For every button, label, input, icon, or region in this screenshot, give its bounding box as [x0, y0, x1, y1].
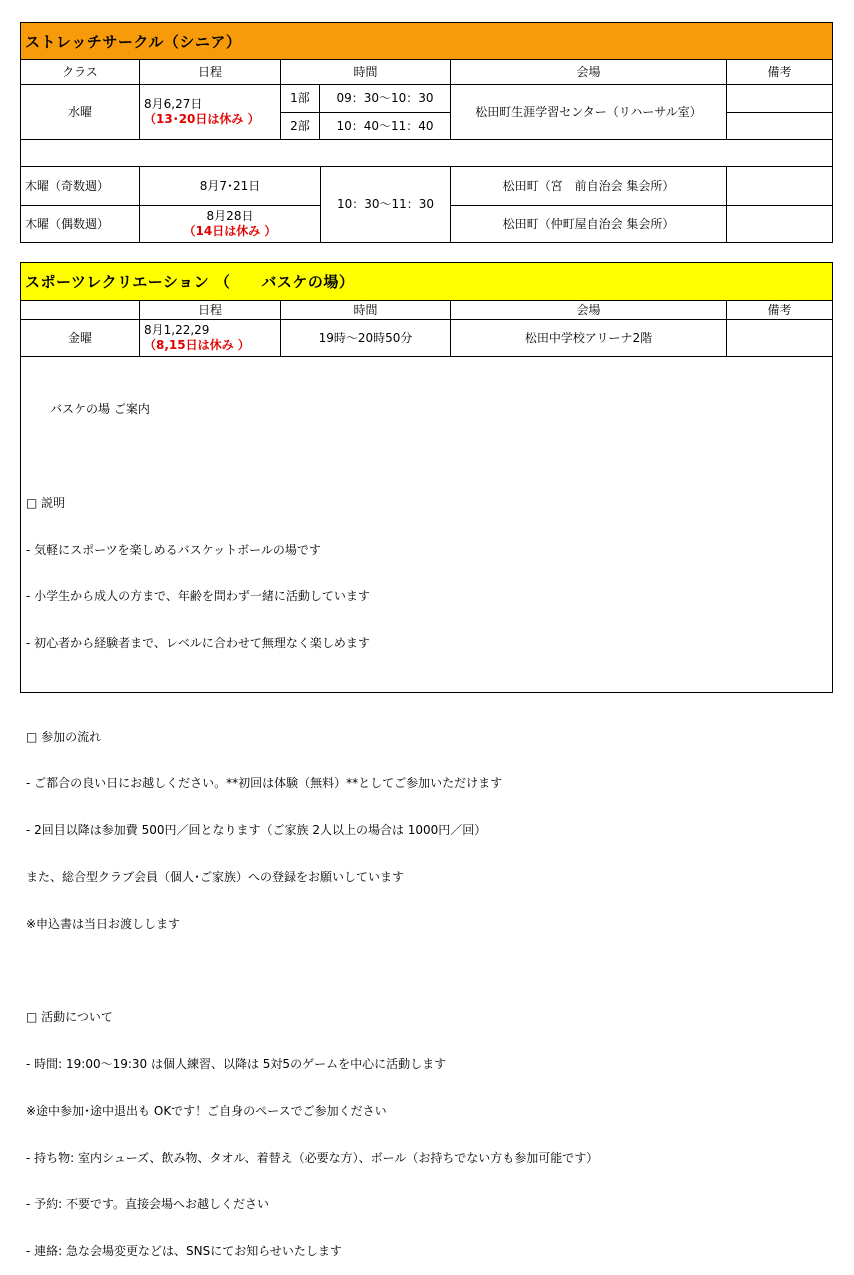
info-line: - 持ち物: 室内シューズ、飲み物、タオル、着替え（必要な方）、ボール（お持ちでない方も参加可能です）: [26, 1150, 599, 1165]
info-line: ※途中参加･途中退出も OKです！ご自身のペースでご参加ください: [26, 1103, 387, 1118]
header-class: クラス: [20, 59, 140, 85]
info-line: バスケの場 ご案内: [26, 402, 150, 417]
wed-part1: 1部: [280, 84, 320, 113]
wed-closed-note: （13･20日は休み ）: [144, 112, 260, 126]
thu-even-closed-note: （14日は休み ）: [183, 224, 277, 238]
sports-header-date: 日程: [139, 300, 281, 320]
info-line: [26, 964, 832, 980]
header-date: 日程: [139, 59, 281, 85]
sports-banner: スポーツレクリエーション （ バスケの場）: [20, 262, 833, 301]
thu-time: 10：30～11：30: [320, 166, 451, 243]
wed-part2: 2部: [280, 112, 320, 140]
header-venue: 会場: [450, 59, 727, 85]
info-line: [26, 683, 832, 699]
info-line: □ 参加の流れ: [26, 729, 102, 744]
info-line: - 予約: 不要です。直接会場へお越しください: [26, 1197, 270, 1212]
sports-header-notes: 備考: [726, 300, 833, 320]
info-line: - 時間: 19:00～19:30 は個人練習、以降は 5対5のゲームを中心に活動します: [26, 1057, 447, 1072]
fri-class: 金曜: [20, 319, 140, 357]
wed-notes-1: [726, 84, 833, 113]
info-line: - 小学生から成人の方まで、年齢を問わず一緒に活動しています: [26, 589, 370, 604]
wed-notes-2: [726, 112, 833, 140]
info-line: - 初心者から経験者まで、レベルに合わせて無理なく楽しめます: [26, 636, 370, 651]
info-line: - 連絡: 急な会場変更などは、SNSにてお知らせいたします: [26, 1244, 342, 1259]
fri-notes: [726, 319, 833, 357]
info-line: [26, 449, 832, 465]
fri-date: [139, 319, 281, 357]
fri-date-text: 8月1,22,29: [144, 323, 210, 337]
thu-odd-notes: [726, 166, 833, 206]
info-line: □ 説明: [26, 495, 66, 510]
thu-even-date: [139, 205, 321, 243]
thu-odd-venue: 松田町（宮 前自治会 集会所）: [450, 166, 727, 206]
wed-time2: 10：40～11：40: [319, 112, 451, 140]
thu-odd-class: 木曜（奇数週）: [20, 166, 140, 206]
sports-header-venue: 会場: [450, 300, 727, 320]
thu-even-class: 木曜（偶数週）: [20, 205, 140, 243]
wed-time1: 09：30～10：30: [319, 84, 451, 113]
thu-even-notes: [726, 205, 833, 243]
wed-venue: 松田町生涯学習センター（リハーサル室）: [450, 84, 727, 140]
thu-odd-date: 8月7･21日: [139, 166, 321, 206]
info-line: - 2回目以降は参加費 500円／回となります（ご家族 2人以上の場合は 1000円／回）: [26, 823, 487, 838]
spacer-row: [20, 139, 833, 167]
info-line: □ 活動について: [26, 1010, 113, 1025]
fri-closed-note: （8,15日は休み ）: [144, 338, 250, 352]
info-line: また、総合型クラブ会員（個人･ご家族）への登録をお願いしています: [26, 870, 405, 884]
info-line: - 気軽にスポーツを楽しめるバスケットボールの場です: [26, 542, 321, 557]
fri-time: 19時～20時50分: [280, 319, 451, 357]
basketball-info-box: [20, 356, 833, 1259]
thu-even-venue: 松田町（仲町屋自治会 集会所）: [450, 205, 727, 243]
wed-date: [139, 84, 281, 140]
header-notes: 備考: [726, 59, 833, 85]
fri-venue: 松田中学校アリーナ2階: [450, 319, 727, 357]
sports-header-empty: [20, 300, 140, 320]
stretch-banner: ストレッチサークル（シニア）: [20, 22, 833, 60]
header-time: 時間: [280, 59, 451, 85]
sports-header-time: 時間: [280, 300, 451, 320]
wed-class: 水曜: [20, 84, 140, 140]
info-line: - ご都合の良い日にお越しください。**初回は体験（無料）**としてご参加いただけます: [26, 776, 503, 791]
wed-date-text: 8月6,27日: [144, 97, 203, 111]
thu-even-date-text: 8月28日: [206, 209, 254, 223]
info-line: ※申込書は当日お渡しします: [26, 916, 181, 931]
